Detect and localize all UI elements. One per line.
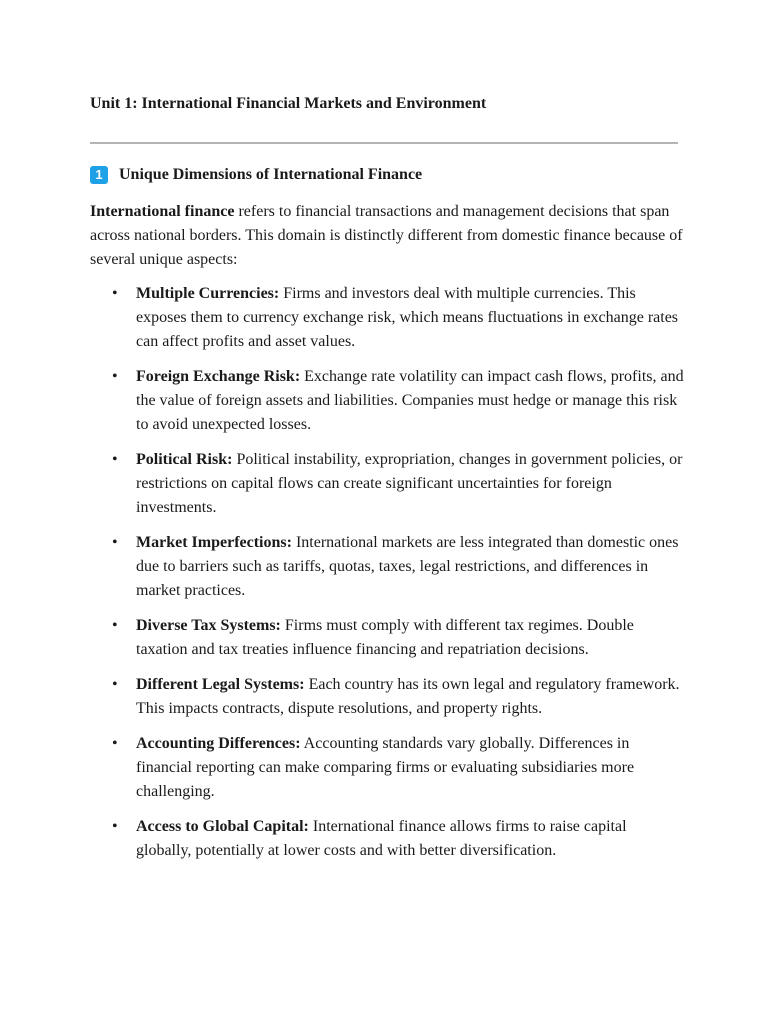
section-number-badge-icon: 1 xyxy=(90,166,108,184)
bullet-icon: • xyxy=(112,617,118,634)
bullet-icon: • xyxy=(112,368,118,385)
bullet-text: Firms and investors deal with multiple currencies. This exposes them to currency exchange risk, which means fluctuations in exchange rates can affect profits and asset values. xyxy=(136,285,679,350)
bullet-term: Diverse Tax Systems: xyxy=(136,617,281,634)
bullet-text: International finance allows firms to raise capital globally, potentially at lower costs and with better diversification. xyxy=(136,818,627,859)
bullet-term: Multiple Currencies: xyxy=(136,285,280,302)
bullet-term: Access to Global Capital: xyxy=(136,818,309,835)
bullet-text: Firms must comply with different tax regimes. Double taxation and tax treaties influence financing and repatriation decisions. xyxy=(136,617,634,658)
list-item xyxy=(90,673,690,721)
title-divider xyxy=(90,142,678,144)
bullet-icon: • xyxy=(112,735,118,752)
list-item xyxy=(90,732,690,804)
bullet-icon: • xyxy=(112,451,118,468)
bullet-icon: • xyxy=(112,818,118,835)
bullet-term: Different Legal Systems: xyxy=(136,676,305,693)
bullet-text: Accounting standards vary globally. Differences in financial reporting can make comparing firms or evaluating subsidiaries more challenging. xyxy=(136,735,635,800)
list-item xyxy=(90,365,690,437)
bullet-text: Political instability, expropriation, changes in government policies, or restrictions on capital flows can create significant uncertainties for foreign investments. xyxy=(136,451,683,516)
bullet-text: Each country has its own legal and regulatory framework. This impacts contracts, dispute resolutions, and property rights. xyxy=(136,676,680,717)
section-heading-text: Unique Dimensions of International Finance xyxy=(119,166,423,183)
bullet-list xyxy=(90,282,690,874)
bullet-text: International markets are less integrated than domestic ones due to barriers such as tariffs, quotas, taxes, legal restrictions, and differences in market practices. xyxy=(136,534,679,599)
bullet-term: Market Imperfections: xyxy=(136,534,292,551)
list-item xyxy=(90,815,690,863)
bullet-icon: • xyxy=(112,676,118,693)
bullet-term: Accounting Differences: xyxy=(136,735,301,752)
list-item xyxy=(90,448,690,520)
bullet-icon: • xyxy=(112,285,118,302)
bullet-term: Political Risk: xyxy=(136,451,233,468)
bullet-term: Foreign Exchange Risk: xyxy=(136,368,301,385)
intro-term: International finance xyxy=(90,203,235,220)
intro-text: refers to financial transactions and management decisions that span across national borders. This domain is distinctly different from domestic finance because of several unique aspects: xyxy=(90,203,683,268)
list-item xyxy=(90,614,690,662)
document-title: Unit 1: International Financial Markets and Environment xyxy=(90,95,487,112)
bullet-icon: • xyxy=(112,534,118,551)
list-item xyxy=(90,282,690,354)
list-item xyxy=(90,531,690,603)
bullet-text: Exchange rate volatility can impact cash flows, profits, and the value of foreign assets and liabilities. Companies must hedge or manage this risk to avoid unexpected losses. xyxy=(136,368,684,433)
section-heading xyxy=(90,165,422,185)
intro-paragraph xyxy=(90,200,690,272)
